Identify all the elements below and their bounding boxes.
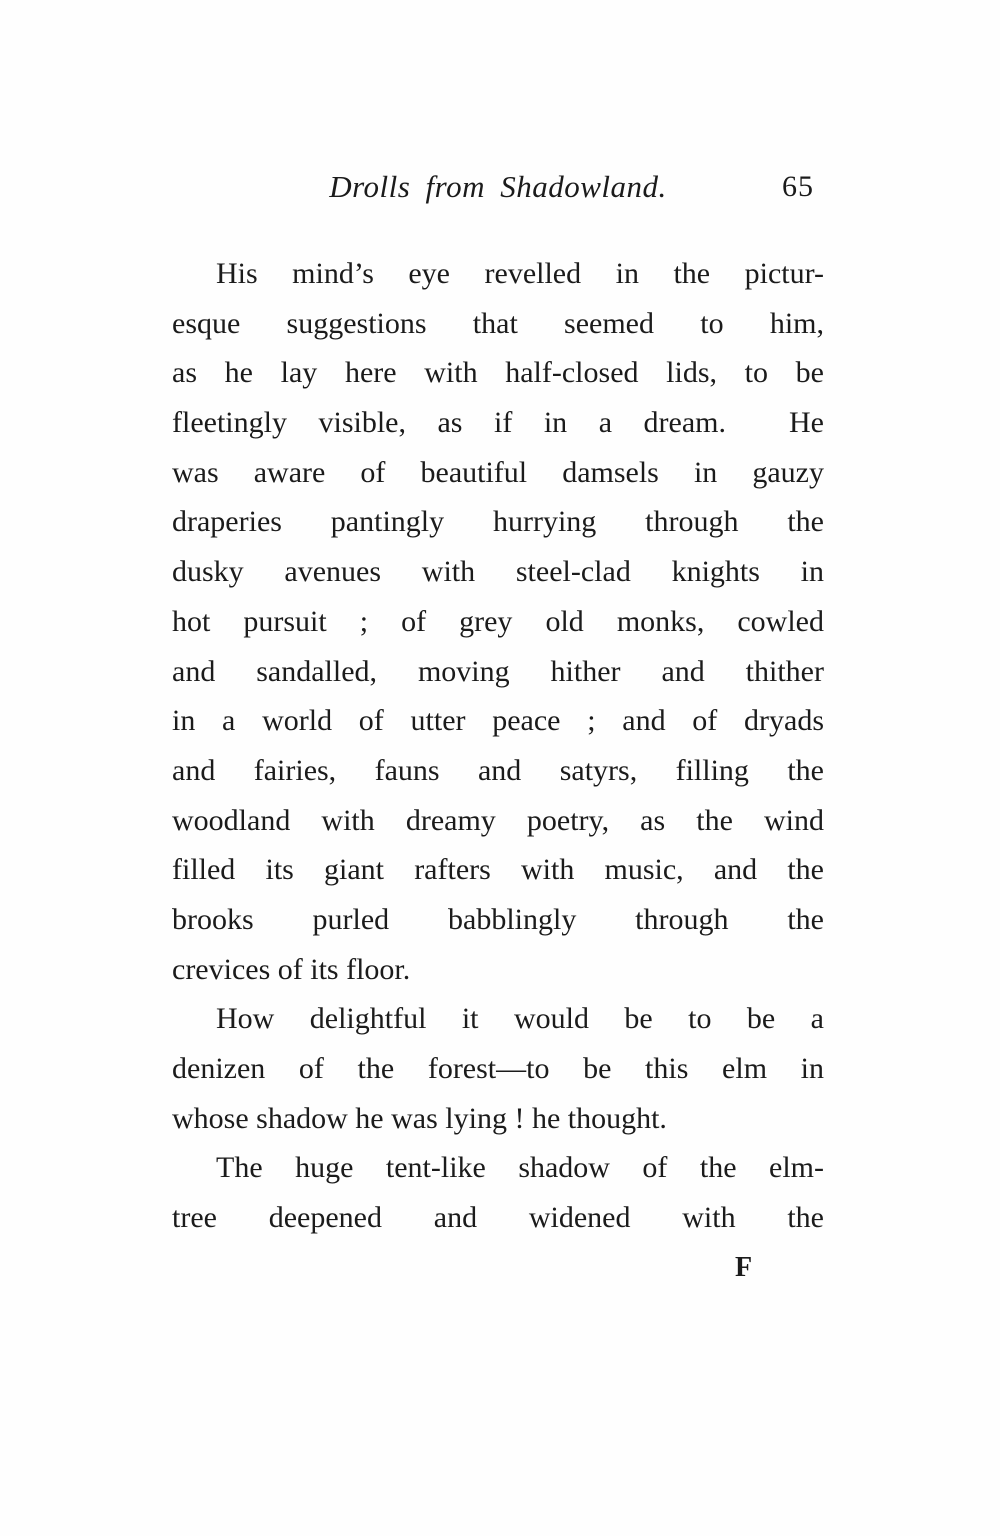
page-number: 65 [782,170,814,203]
text-line: woodland with dreamy poetry, as the wind [172,803,824,837]
text-line: in a world of utter peace ; and of dryads [172,704,824,738]
text-line: tree deepened and widened with the [172,1201,824,1235]
text-line: denizen of the forest—to be this elm in [172,1052,824,1085]
text-line: whose shadow he was lying ! he thought. [172,1101,667,1135]
text-line: The huge tent-like shadow of the elm- [216,1151,824,1185]
text-line: filled its giant rafters with music, and the [172,853,824,887]
text-line: and fairies, fauns and satyrs, filling the [172,753,824,787]
text-line: hot pursuit ; of grey old monks, cowled [172,604,824,638]
text-line: esque suggestions that seemed to him, [172,306,824,340]
running-head-title: Drolls from Shadowland. [329,169,667,204]
signature-mark: F [735,1251,754,1283]
text-lines [172,249,824,1243]
text-line: dusky avenues with steel-clad knights in [172,555,824,589]
text-line: as he lay here with half-closed lids, to be [172,356,824,390]
text-line: brooks purled babblingly through the [172,902,824,936]
text-line: His mind’s eye revelled in the pictur- [216,257,824,290]
text-column [172,162,824,1292]
text-line: How delightful it would be to be a [216,1002,824,1036]
text-line: was aware of beautiful damsels in gauzy [172,455,824,489]
text-line: crevices of its floor. [172,952,411,986]
text-line: draperies pantingly hurrying through the [172,505,824,539]
running-head [172,162,824,212]
text-line: fleetingly visible, as if in a dream. He [172,406,824,440]
text-line: and sandalled, moving hither and thither [172,654,824,688]
